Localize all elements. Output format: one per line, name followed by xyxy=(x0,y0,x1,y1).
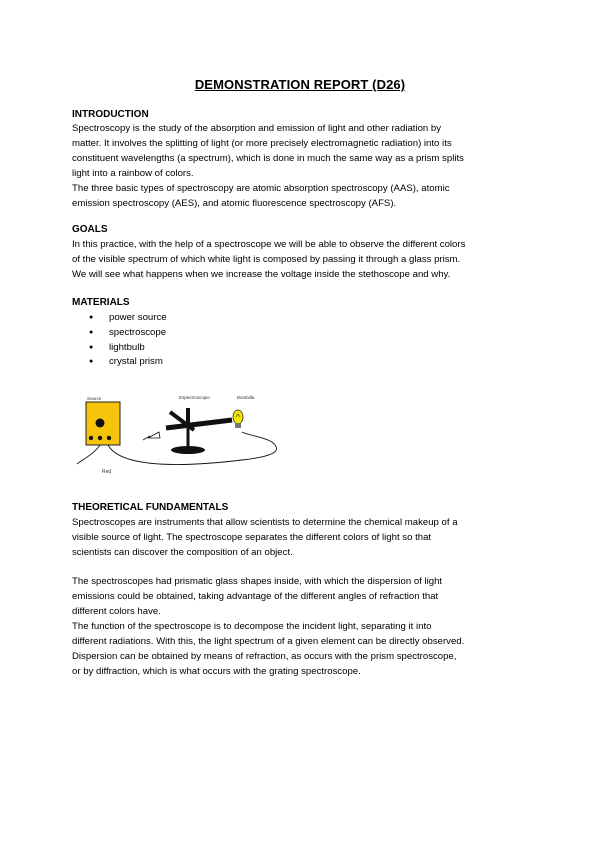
list-item: ● spectroscope xyxy=(72,326,167,341)
cable-line xyxy=(77,445,100,464)
text-line: The spectroscopes had prismatic glass shapes inside, with which the dispersion of light xyxy=(72,576,443,587)
experiment-diagram xyxy=(72,390,322,480)
list-item: ● crystal prism xyxy=(72,355,167,370)
terminal-icon xyxy=(89,436,93,440)
text-line: or by diffraction, which is what occurs with the grating spectroscope. xyxy=(72,666,361,677)
introduction-heading: INTRODUCTION xyxy=(72,109,149,120)
lightbulb-socket xyxy=(235,423,241,428)
text-line: matter. It involves the splitting of light (or more precisely electromagnetic radiation) into its xyxy=(72,138,452,149)
text-line: of the visible spectrum of which white light is composed by passing it through a glass prism. xyxy=(72,254,461,265)
text-line: scientists can discover the composition of an object. xyxy=(72,547,293,558)
materials-heading: MATERIALS xyxy=(72,297,130,308)
terminal-icon xyxy=(98,436,102,440)
text-line: constituent wavelengths (a spectrum), which is done in much the same way as a prism splits xyxy=(72,153,464,164)
text-line: We will see what happens when we increase the voltage inside the stethoscope and why. xyxy=(72,269,451,280)
text-line: The function of the spectroscope is to decompose the incident light, separating it into xyxy=(72,621,432,632)
spectroscope-label: Espectroscopio xyxy=(179,395,210,400)
text-line: different radiations. With this, the light spectrum of a given element can be directly observed. xyxy=(72,636,465,647)
list-item: ● power source xyxy=(72,311,167,326)
text-line: Spectroscopy is the study of the absorption and emission of light and other radiation by xyxy=(72,123,442,134)
page-title: DEMONSTRATION REPORT (D26) xyxy=(194,77,406,92)
text-line: emission spectroscopy (AES), and atomic fluorescence spectroscopy (AFS). xyxy=(72,198,397,209)
bulb-label: Bombilla xyxy=(237,395,255,400)
theory-paragraph-1 xyxy=(72,515,532,560)
spectroscope-bar xyxy=(166,420,232,428)
list-item: ● lightbulb xyxy=(72,341,167,356)
spectroscope-base xyxy=(171,446,205,454)
text-line: Dispersion can be obtained by means of refraction, as occurs with the prism spectroscope, xyxy=(72,651,457,662)
theory-paragraph-2 xyxy=(72,574,532,679)
text-line: emissions could be obtained, taking advantage of the different angles of refraction that xyxy=(72,591,439,602)
text-line: Spectroscopes are instruments that allow scientists to determine the chemical makeup of a xyxy=(72,517,458,528)
text-line: The three basic types of spectroscopy are atomic absorption spectroscopy (AAS), atomic xyxy=(72,183,450,194)
text-line: visible source of light. The spectroscope separates the different colors of light so that xyxy=(72,532,432,543)
terminal-icon xyxy=(107,436,111,440)
cable-label: Red xyxy=(102,469,112,475)
text-line: different colors have. xyxy=(72,606,161,617)
goals-text xyxy=(72,237,532,282)
lightbulb-icon xyxy=(233,410,243,424)
theory-heading: THEORETICAL FUNDAMENTALS xyxy=(72,502,229,513)
materials-list xyxy=(72,311,167,370)
introduction-text xyxy=(72,121,532,211)
text-line: light into a rainbow of colors. xyxy=(72,168,194,179)
goals-heading: GOALS xyxy=(72,224,108,235)
power-source-dial xyxy=(96,419,105,428)
power-source-label: Source xyxy=(87,396,102,401)
eye-icon xyxy=(148,432,160,438)
text-line: In this practice, with the help of a spectroscope we will be able to observe the different colors xyxy=(72,239,466,250)
